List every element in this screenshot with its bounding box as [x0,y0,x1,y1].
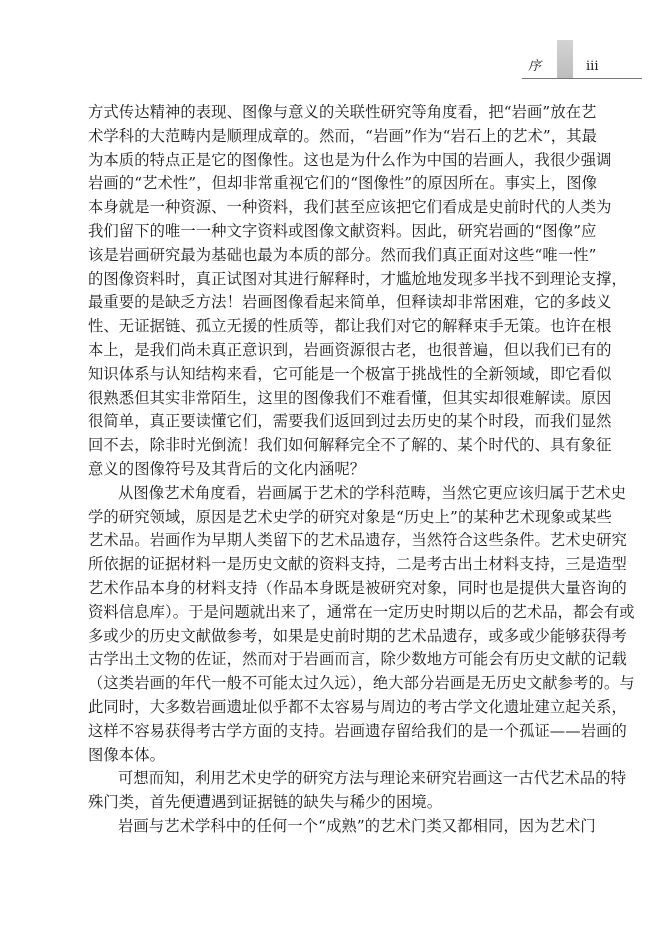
text-line: 我们留下的唯一一种文字资料或图像文献资料。因此，研究岩画的“图像”应 [88,221,597,240]
text-line: 岩画的“艺术性”，但却非常重视它们的“图像性”的原因所在。事实上，图像 [88,174,597,193]
text-line: （这类岩画的年代一般不可能太过久远），绝大部分岩画是无历史文献参考的。与 [88,674,635,693]
paragraph [88,767,627,815]
text-line: 多或少的历史文献做参考，如果是史前时期的艺术品遗存，或多或少能够获得考 [88,626,627,645]
text-line: 从图像艺术角度看，岩画属于艺术的学科范畴，当然它更应该归属于艺术史 [118,483,627,502]
text-line: 为本质的特点正是它的图像性。这也是为什么作为中国的岩画人，我很少强调 [88,150,612,169]
text-line: 图像本体。 [88,745,165,764]
text-line: 可想而知，利用艺术史学的研究方法与理论来研究岩画这一古代艺术品的特 [118,769,627,788]
text-line: 本身就是一种资源、一种资料，我们甚至应该把它们看成是史前时代的人类为 [88,198,612,217]
text-line: 知识体系与认知结构来看，它可能是一个极富于挑战性的全新领域，即它看似 [88,364,612,383]
text-line: 很简单，真正要读懂它们，需要我们返回到过去历史的某个时段，而我们显然 [88,412,612,431]
text-line: 性、无证据链、孤立无援的性质等，都让我们对它的解释束手无策。也许在根 [88,317,612,336]
text-line: 最重要的是缺乏方法！岩画图像看起来简单，但释读却非常困难，它的多歧义 [88,293,612,312]
header-rule [522,78,642,79]
paragraph [88,101,627,482]
chapter-title: 序 [528,59,542,74]
text-line: 学的研究领域，原因是艺术史学的研究对象是“历史上”的某种艺术现象或某些 [88,507,612,526]
text-line: 艺术作品本身的材料支持（作品本身既是被研究对象，同时也是提供大量咨询的 [88,578,627,597]
text-line: 意义的图像符号及其背后的文化内涵呢？ [88,459,366,478]
text-line: 古学出土文物的佐证，然而对于岩画而言，除少数地方可能会有历史文献的记载 [88,650,627,669]
text-line: 殊门类，首先便遭遇到证据链的缺失与稀少的困境。 [88,793,443,812]
running-header [0,0,661,82]
text-line: 资料信息库）。于是问题就出来了，通常在一定历史时期以后的艺术品，都会有或 [88,602,635,621]
page-number: iii [586,59,599,74]
text-line: 很熟悉但其实非常陌生，这里的图像我们不难看懂，但其实却很难解读。原因 [88,388,612,407]
paragraph [88,815,596,839]
text-line: 术学科的大范畴内是顺理成章的。然而，“岩画”作为“岩石上的艺术”，其最 [88,126,597,145]
paragraph [88,482,635,768]
text-line: 该是岩画研究最为基础也最为本质的部分。然而我们真正面对这些“唯一性” [88,245,597,264]
body-text [88,101,635,839]
text-line: 方式传达精神的表现、图像与意义的关联性研究等角度看，把“岩画”放在艺 [88,103,597,121]
text-line: 这样不容易获得考古学方面的支持。岩画遗存留给我们的是一个孤证——岩画的 [88,721,627,740]
header-tab-marker [557,40,573,78]
text-line: 回不去，除非时光倒流！我们如何解释完全不了解的、某个时代的、具有象征 [88,436,612,455]
text-line: 的图像资料时，真正试图对其进行解释时，才尴尬地发现多半找不到理论支撑， [88,269,627,288]
text-line: 本上，是我们尚未真正意识到，岩画资源很古老，也很普遍，但以我们已有的 [88,340,612,359]
text-line: 艺术品。岩画作为早期人类留下的艺术品遗存，当然符合这些条件。艺术史研究 [88,531,627,550]
text-line: 此同时，大多数岩画遗址似乎都不太容易与周边的考古学文化遗址建立起关系， [88,697,627,716]
text-line: 岩画与艺术学科中的任何一个“成熟”的艺术门类又都相同，因为艺术门 [118,816,596,835]
text-line: 所依据的证据材料一是历史文献的资料支持，二是考古出土材料支持，三是造型 [88,555,627,574]
